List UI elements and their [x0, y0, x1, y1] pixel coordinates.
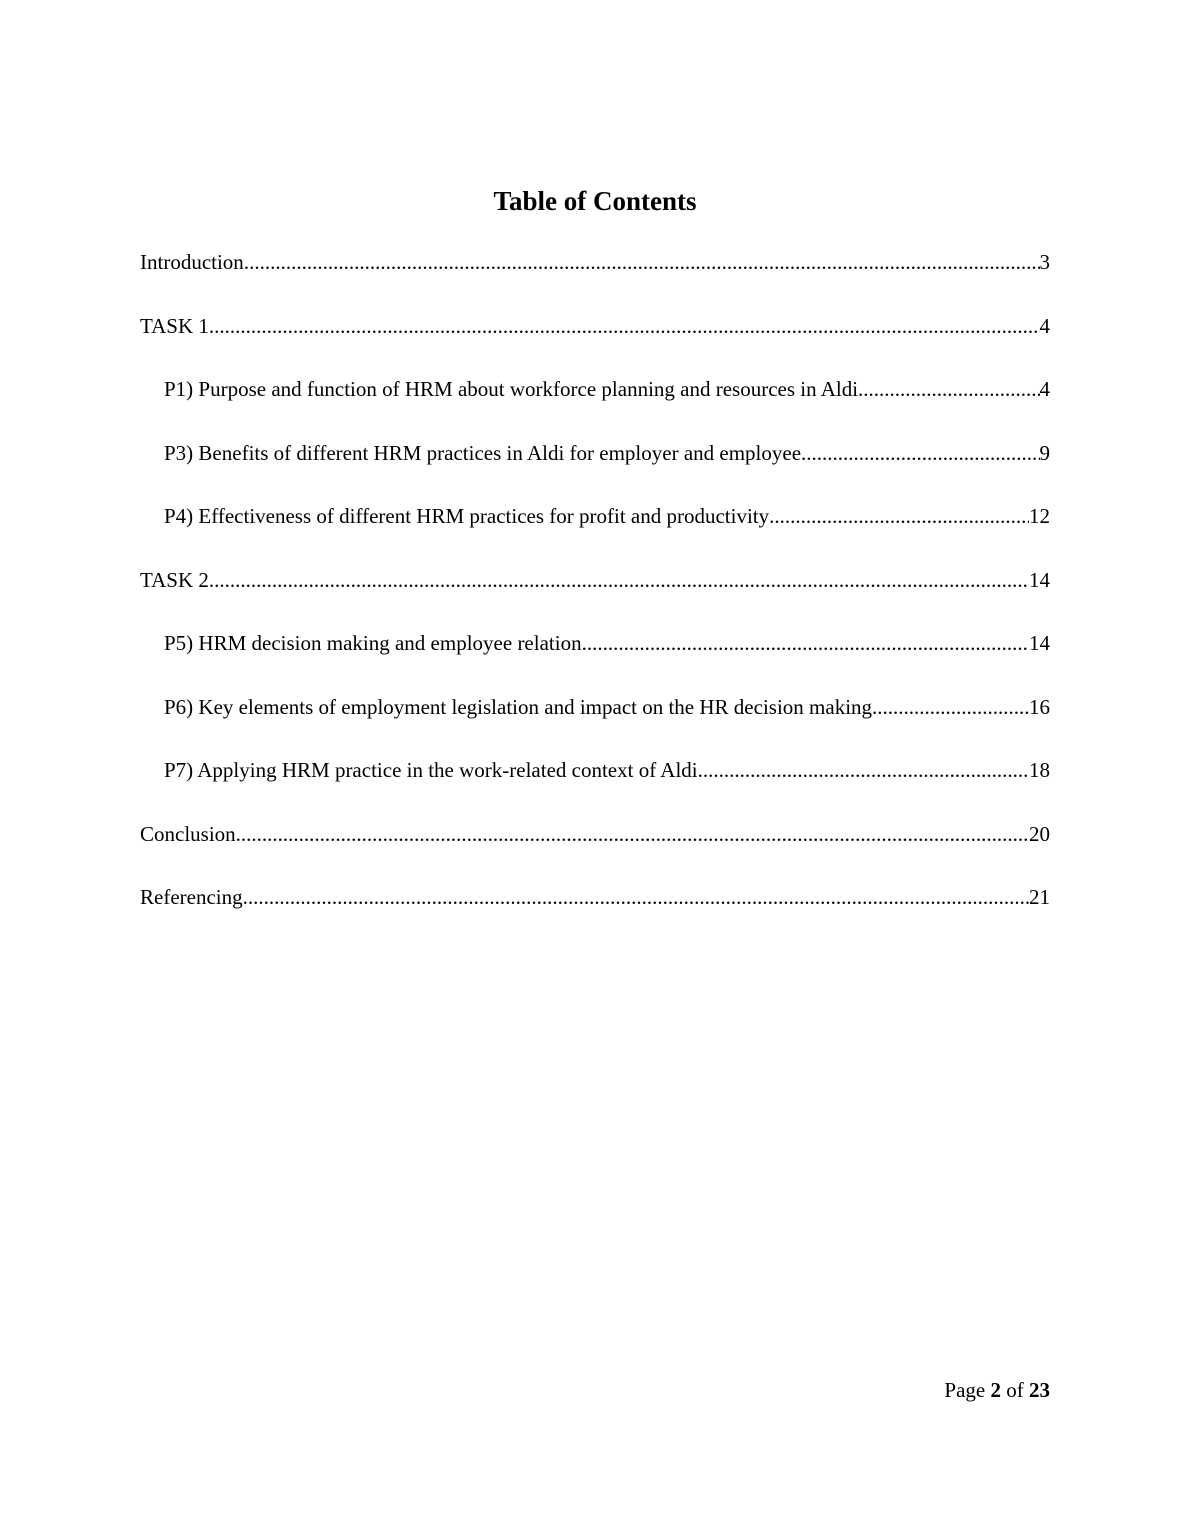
dot-leader — [236, 822, 1029, 847]
toc-entry-label: P3) Benefits of different HRM practices in Aldi for employer and employee — [164, 440, 802, 465]
toc-entry-p4[interactable] — [140, 504, 1050, 568]
dot-leader — [582, 631, 1029, 656]
toc-entry-page: 4 — [1039, 377, 1050, 401]
toc-entry-page: 18 — [1029, 758, 1050, 782]
toc-entry-label: Referencing — [140, 885, 243, 909]
toc-entry-page: 3 — [1039, 250, 1050, 274]
toc-title: Table of Contents — [493, 186, 697, 216]
toc-entry-page: 9 — [1039, 440, 1050, 465]
toc-entry-label: TASK 2 — [140, 567, 209, 592]
toc-entry-task1[interactable] — [140, 314, 1050, 378]
toc-entry-label: P6) Key elements of employment legislation and impact on the HR decision making — [164, 694, 873, 719]
toc-entry-introduction[interactable] — [140, 250, 1050, 314]
toc-entry-page: 12 — [1029, 504, 1050, 528]
dot-leader — [698, 758, 1029, 783]
toc-entry-p6[interactable] — [140, 695, 1050, 759]
toc-entry-page: 14 — [1029, 567, 1050, 592]
dot-leader — [858, 377, 1039, 402]
toc-entry-page: 16 — [1029, 694, 1050, 719]
toc-entry-p1[interactable] — [140, 377, 1050, 441]
dot-leader — [872, 695, 1029, 720]
dot-leader — [244, 250, 1040, 275]
page-footer — [944, 1378, 1050, 1403]
toc-entry-label: P5) HRM decision making and employee relation — [164, 631, 582, 655]
toc-entry-p5[interactable] — [140, 631, 1050, 695]
toc-entry-page: 20 — [1029, 821, 1050, 846]
dot-leader — [243, 885, 1029, 910]
toc-entry-label: TASK 1 — [140, 313, 209, 338]
toc-entry-conclusion[interactable] — [140, 822, 1050, 886]
toc-entry-page: 14 — [1029, 631, 1050, 655]
toc-entry-label: P1) Purpose and function of HRM about workforce planning and resources in Aldi — [164, 377, 859, 401]
toc-entry-p3[interactable] — [140, 441, 1050, 505]
toc-entry-p7[interactable] — [140, 758, 1050, 822]
dot-leader — [209, 314, 1040, 339]
footer-total-pages: 23 — [1029, 1378, 1050, 1402]
toc-entry-task2[interactable] — [140, 568, 1050, 632]
toc-entry-page: 21 — [1029, 885, 1050, 909]
dot-leader — [769, 504, 1029, 529]
toc-entry-label: Introduction — [140, 250, 244, 274]
toc-entry-page: 4 — [1039, 313, 1050, 338]
table-of-contents — [140, 250, 1050, 949]
footer-current-page: 2 — [990, 1378, 1001, 1402]
footer-prefix: Page — [944, 1378, 986, 1402]
toc-entry-label: P7) Applying HRM practice in the work-related context of Aldi — [164, 758, 698, 782]
dot-leader — [209, 568, 1029, 593]
toc-entry-referencing[interactable] — [140, 885, 1050, 949]
dot-leader — [801, 441, 1039, 466]
toc-entry-label: Conclusion — [140, 821, 236, 846]
footer-of: of — [1006, 1378, 1024, 1402]
toc-entry-label: P4) Effectiveness of different HRM practices for profit and productivity — [164, 504, 770, 528]
